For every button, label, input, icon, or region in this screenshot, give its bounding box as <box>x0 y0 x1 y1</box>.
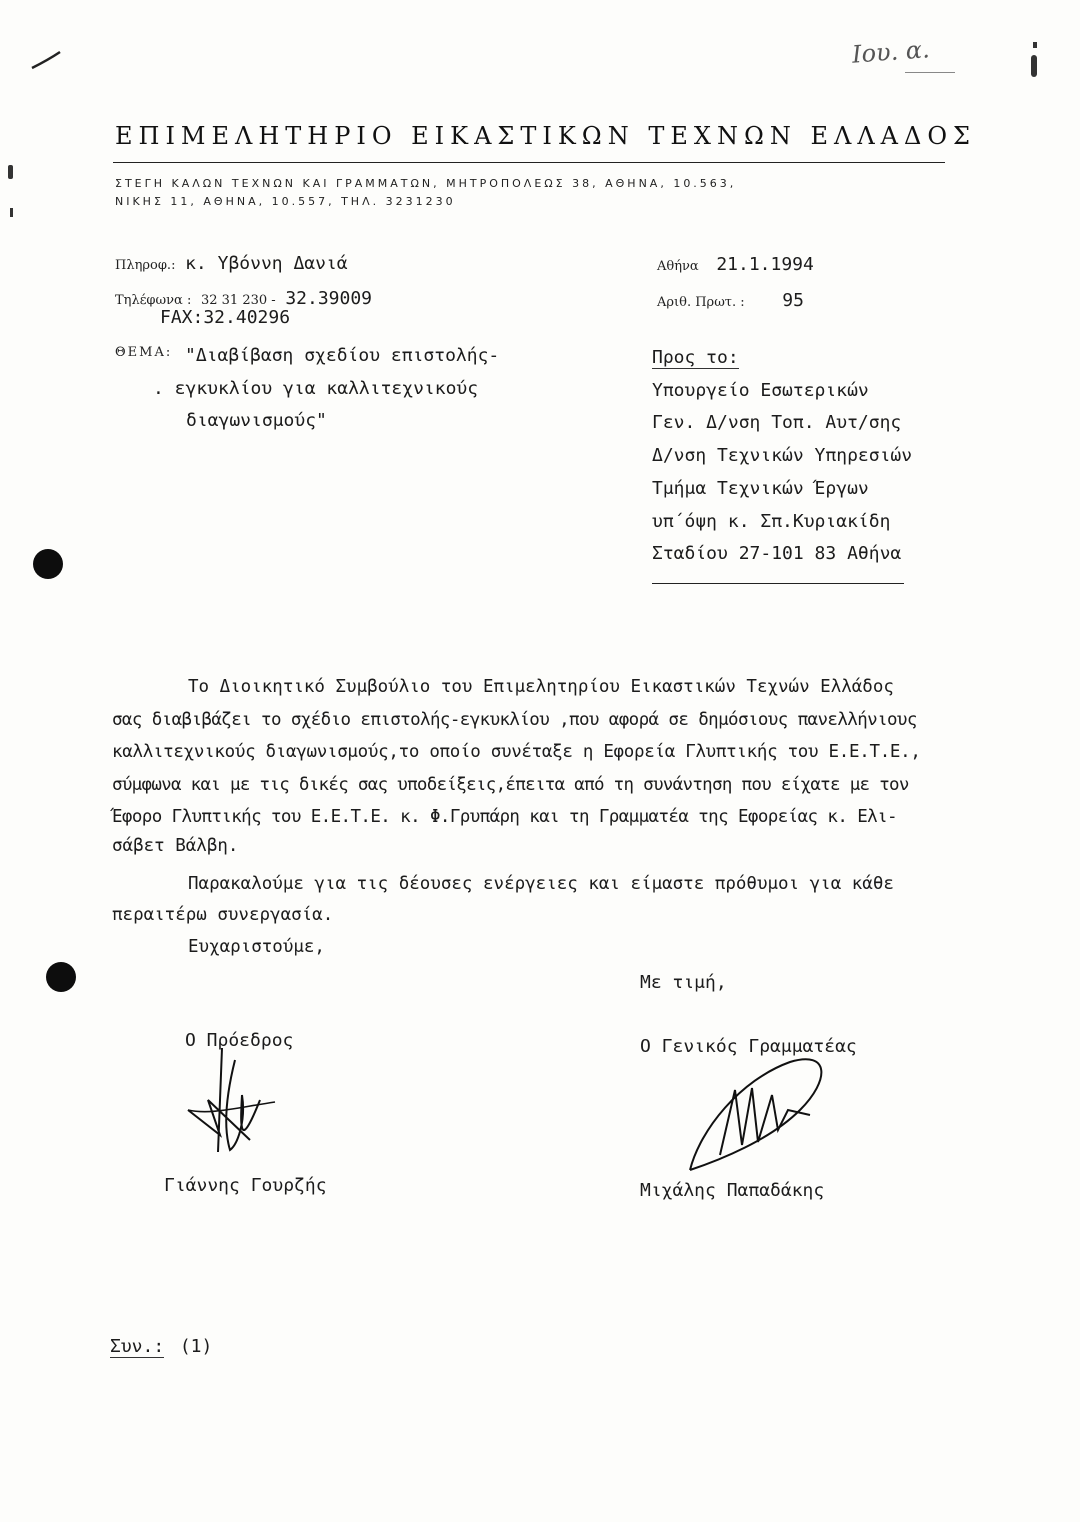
recipient-line-6: Σταδίου 27-101 83 Αθήνα <box>652 543 902 564</box>
right-signature <box>680 1050 840 1180</box>
punch-hole-bottom <box>46 962 76 992</box>
scan-mark <box>10 208 13 217</box>
recipient-to-label: Προς το: <box>652 347 739 368</box>
scan-mark <box>1031 55 1037 77</box>
recipient-line-3: Δ/νση Τεχνικών Υπηρεσιών <box>652 445 913 466</box>
recipient-line-4: Τμήμα Τεχνικών Έργων <box>652 478 869 499</box>
phones-label: Τηλέφωνα : <box>115 293 192 308</box>
date-value: 21.1.1994 <box>716 254 814 275</box>
protocol-label: Αριθ. Πρωτ. : <box>657 295 745 310</box>
left-signatory-name: Γιάννης Γουρζής <box>164 1175 327 1196</box>
right-signatory-title: Ο Γενικός Γραμματέας <box>640 1036 857 1057</box>
recipient-line-1: Υπουργείο Εσωτερικών <box>652 380 869 401</box>
body-line: σύμφωνα και με τις δικές σας υποδείξεις,έπειτα από τη συνάντηση που είχατε με τον <box>112 775 909 795</box>
body-line: σάβετ Βάλβη. <box>112 836 239 856</box>
body-line: καλλιτεχνικούς διαγωνισμούς,το οποίο συνέταξε η Εφορεία Γλυπτικής του Ε.Ε.Τ.Ε., <box>112 742 921 762</box>
contact-label: Πληροφ.: <box>115 258 176 273</box>
body-line: Παρακαλούμε για τις δέουσες ενέργειες και είμαστε πρόθυμοι για κάθε <box>188 874 894 894</box>
recipient-rule <box>652 583 904 584</box>
left-signatory-title: Ο Πρόεδρος <box>185 1030 294 1051</box>
body-line: Έφορο Γλυπτικής του Ε.Ε.Τ.Ε. κ. Φ.Γρυπάρη και τη Γραμματέα της Εφορείας κ. Ελι- <box>112 807 897 827</box>
date-line <box>657 254 814 275</box>
enclosure-line <box>110 1336 212 1357</box>
phones-typed: 32.39009 <box>285 288 373 309</box>
contact-line <box>115 253 348 274</box>
body-line: σας διαβιβάζει το σχέδιο επιστολής-εγκυκλίου ,που αφορά σε δημόσιους πανελλήνιους <box>112 710 917 730</box>
phones-printed: 32 31 230 - <box>200 293 276 308</box>
address-line-1: ΣΤΕΓΗ ΚΑΛΩΝ ΤΕΧΝΩΝ ΚΑΙ ΓΡΑΜΜΑΤΩΝ, ΜΗΤΡΟΠΟΛΕΩΣ 38, ΑΘΗΝΑ, 10.563, <box>115 177 737 190</box>
scan-mark <box>30 48 64 72</box>
right-signatory-name: Μιχάλης Παπαδάκης <box>640 1180 825 1201</box>
recipient-line-5: υπ΄όψη κ. Σπ.Κυριακίδη <box>652 511 891 532</box>
body-line: Το Διοικητικό Συμβούλιο του Επιμελητηρίου Εικαστικών Τεχνών Ελλάδος <box>188 677 894 697</box>
body-line: περαιτέρω συνεργασία. <box>112 905 334 925</box>
protocol-line <box>657 290 804 311</box>
thanks-line: Ευχαριστούμε, <box>188 937 325 957</box>
letterhead-rule <box>113 162 945 163</box>
left-signature <box>180 1040 280 1160</box>
subject-line-2: . εγκυκλίου για καλλιτεχνικούς <box>153 378 479 399</box>
enclosure-label: Συν.: <box>110 1336 165 1357</box>
handwritten-note-underline <box>905 72 955 73</box>
handwritten-note: Ιου. α. <box>851 35 931 69</box>
contact-value: κ. Υβόννη Δανιά <box>185 253 348 274</box>
fax-line: FAX:32.40296 <box>160 307 291 328</box>
regards-line: Με τιμή, <box>640 972 727 993</box>
subject-line-3: διαγωνισμούς" <box>186 410 327 431</box>
scan-mark <box>1033 42 1037 48</box>
subject-line-1: "Διαβίβαση σχεδίου επιστολής- <box>185 345 500 366</box>
date-label: Αθήνα <box>657 259 699 274</box>
punch-hole-top <box>33 549 63 579</box>
organization-name: ΕΠΙΜΕΛΗΤΗΡΙΟ ΕΙΚΑΣΤΙΚΩΝ ΤΕΧΝΩΝ ΕΛΛΑΔΟΣ <box>115 122 976 150</box>
address-line-2: ΝΙΚΗΣ 11, ΑΘΗΝΑ, 10.557, ΤΗΛ. 3231230 <box>115 195 456 208</box>
recipient-line-2: Γεν. Δ/νση Τοπ. Αυτ/σης <box>652 412 902 433</box>
enclosure-value: (1) <box>179 1336 213 1357</box>
phones-line <box>115 288 372 309</box>
subject-label: ΘΕΜΑ: <box>115 345 173 360</box>
scan-mark <box>8 165 13 179</box>
protocol-value: 95 <box>782 290 804 311</box>
